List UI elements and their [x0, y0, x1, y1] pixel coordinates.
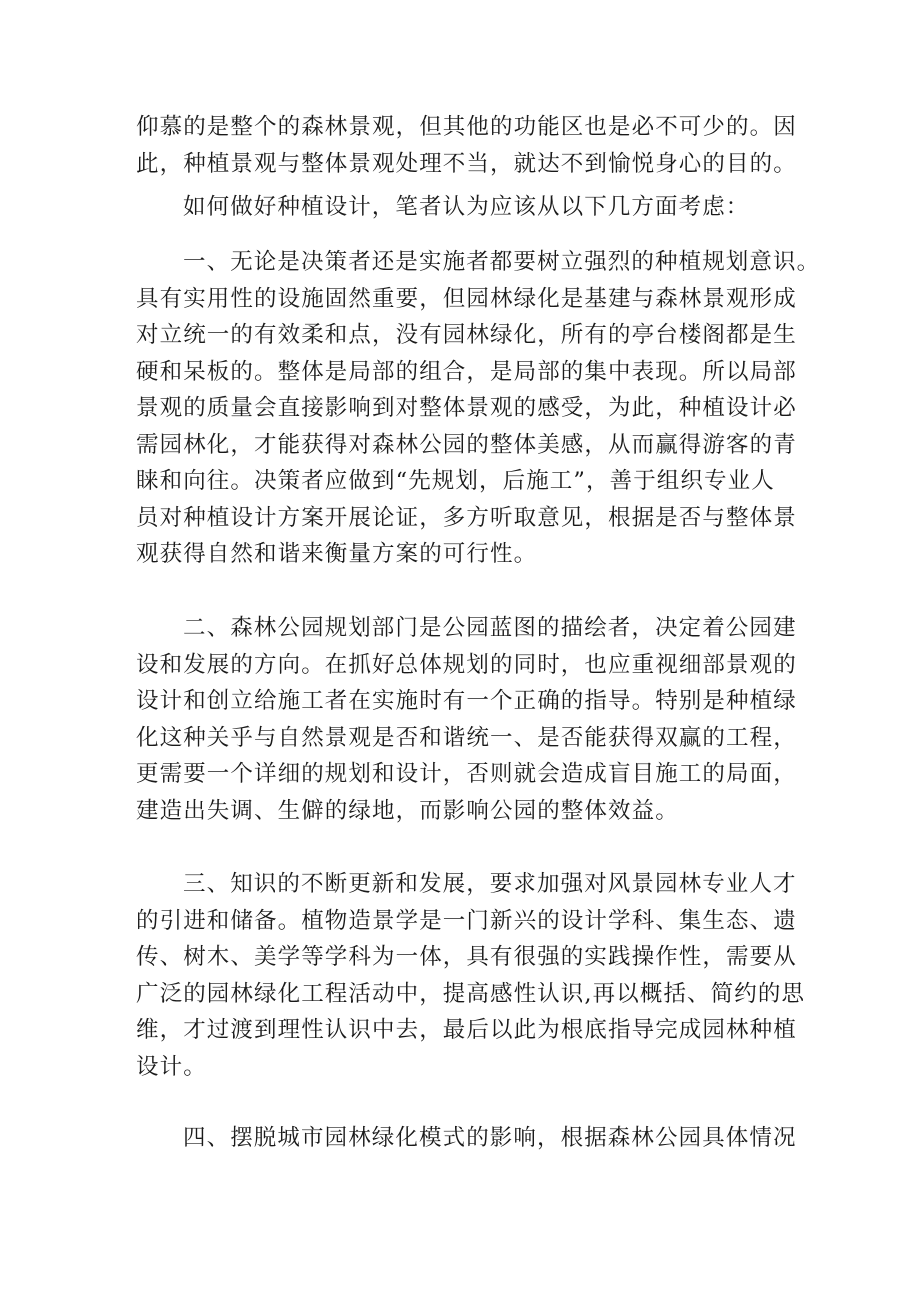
paragraph	[136, 610, 796, 829]
paragraph	[136, 244, 821, 573]
paragraph	[136, 109, 796, 182]
paragraph-line: 三、知识的不断更新和发展，要求加强对风景园林专业人才	[183, 871, 797, 897]
paragraph-line: 传、树木、美学等学科为一体，具有很强的实践操作性，需要从	[136, 944, 797, 970]
paragraph	[136, 1120, 796, 1157]
paragraph-line: 维，才过渡到理性认识中去，最后以此为根底指导完成园林种植	[136, 1017, 797, 1043]
paragraph-line: 建造出失调、生僻的绿地，而影响公园的整体效益。	[136, 797, 679, 824]
paragraph-line: 的引进和储备。植物造景学是一门新兴的设计学科、集生态、遗	[136, 907, 797, 934]
paragraph-line: 设和发展的方向。在抓好总体规划的同时，也应重视细部景观的	[136, 651, 797, 678]
paragraph	[136, 189, 796, 226]
paragraph-line: 一、无论是决策者还是实施者都要树立强烈的种植规划意识。	[183, 249, 821, 275]
paragraph-line: 设计和创立给施工者在实施时有一个正确的指导。特别是种植绿	[136, 688, 797, 714]
paragraph-line: 设计。	[136, 1053, 207, 1080]
paragraph-line: 员对种植设计方案开展论证，多方听取意见，根据是否与整体景	[136, 504, 797, 531]
paragraph-line: 硬和呆板的。整体是局部的组合，是局部的集中表现。所以局部	[136, 358, 797, 385]
paragraph-line: 广泛的园林绿化工程活动中，提高感性认识,再以概括、简约的思	[136, 980, 806, 1007]
paragraph-line: 此，种植景观与整体景观处理不当，就达不到愉悦身心的目的。	[136, 150, 797, 177]
paragraph-line: 睐和向往。决策者应做到“先规划，后施工”，善于组织专业人	[136, 468, 775, 494]
paragraph	[136, 866, 806, 1085]
paragraph-line: 景观的质量会直接影响到对整体景观的感受，为此，种植设计必	[136, 395, 797, 421]
paragraph-line: 如何做好种植设计，笔者认为应该从以下几方面考虑：	[183, 194, 750, 220]
paragraph-line: 仰慕的是整个的森林景观，但其他的功能区也是必不可少的。因	[136, 114, 797, 140]
paragraph-line: 对立统一的有效柔和点，没有园林绿化，所有的亭台楼阁都是生	[136, 322, 797, 348]
paragraph-line: 四、摆脱城市园林绿化模式的影响，根据森林公园具体情况	[183, 1125, 797, 1151]
paragraph-line: 需园林化，才能获得对森林公园的整体美感，从而赢得游客的青	[136, 431, 797, 458]
paragraph-line: 更需要一个详细的规划和设计，否则就会造成盲目施工的局面，	[136, 761, 797, 787]
paragraph-line: 具有实用性的设施固然重要，但园林绿化是基建与森林景观形成	[136, 285, 797, 312]
paragraph-line: 二、森林公园规划部门是公园蓝图的描绘者，决定着公园建	[183, 615, 797, 641]
paragraph-line: 化这种关乎与自然景观是否和谐统一、是否能获得双赢的工程，	[136, 724, 797, 751]
paragraph-line: 观获得自然和谐来衡量方案的可行性。	[136, 541, 538, 567]
